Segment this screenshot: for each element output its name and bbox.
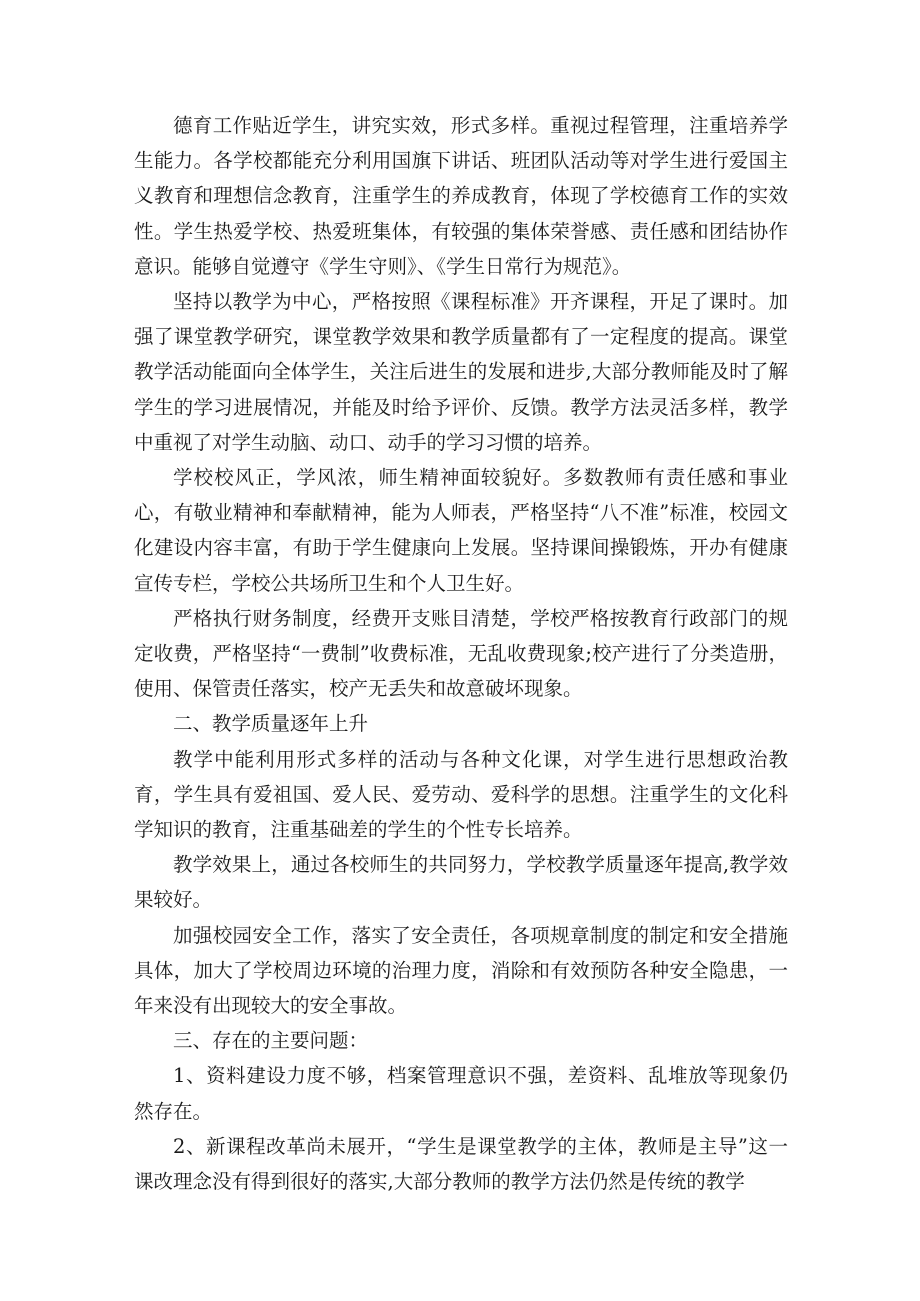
- section-heading-teaching-quality: 二、教学质量逐年上升: [173, 712, 369, 736]
- paragraph-school-spirit: 学校校风正，学风浓，师生精神面较貌好。多数教师有责任感和事业心，有敬业精神和奉献精神，能为人师表，严格坚持“八不准”标准，校园文化建设内容丰富，有助于学生健康向上发展。坚持课间操锻炼，开办有健康宣传专栏，学校公共场所卫生和个人卫生好。: [134, 466, 788, 595]
- section-heading-main-problems: 三、存在的主要问题：: [173, 1029, 369, 1053]
- paragraph-teaching-center: 坚持以教学为中心，严格按照《课程标准》开齐课程，开足了课时。加强了课堂教学研究，课堂教学效果和教学质量都有了一定程度的提高。课堂教学活动能面向全体学生，关注后进生的发展和进步,大部分教师能及时了解学生的学习进展情况，并能及时给予评价、反馈。教学方法灵活多样，教学中重视了对学生动脑、动口、动手的学习习惯的培养。: [134, 290, 788, 454]
- paragraph-finance: 严格执行财务制度，经费开支账目清楚，学校严格按教育行政部门的规定收费，严格坚持“一费制”收费标准，无乱收费现象;校产进行了分类造册，使用、保管责任落实，校产无丢失和故意破坏现象。: [134, 606, 788, 701]
- paragraph-moral-education: 德育工作贴近学生，讲究实效，形式多样。重视过程管理，注重培养学生能力。各学校都能充分利用国旗下讲话、班团队活动等对学生进行爱国主义教育和理想信念教育，注重学生的养成教育，体现了学校德育工作的实效性。学生热爱学校、热爱班集体，有较强的集体荣誉感、责任感和团结协作意识。能够自觉遵守《学生守则》、《学生日常行为规范》。: [134, 114, 788, 278]
- paragraph-problem-1: 1、资料建设力度不够，档案管理意识不强，差资料、乱堆放等现象仍然存在。: [134, 1064, 788, 1123]
- paragraph-campus-safety: 加强校园安全工作，落实了安全责任，各项规章制度的制定和安全措施具体，加大了学校周边环境的治理力度，消除和有效预防各种安全隐患，一年来没有出现较大的安全事故。: [134, 923, 788, 1018]
- paragraph-diverse-activities: 教学中能利用形式多样的活动与各种文化课，对学生进行思想政治教育，学生具有爱祖国、爱人民、爱劳动、爱科学的思想。注重学生的文化科学知识的教育，注重基础差的学生的个性专长培养。: [134, 747, 788, 842]
- document-body: [134, 108, 788, 1199]
- paragraph-teaching-results: 教学效果上，通过各校师生的共同努力，学校教学质量逐年提高,教学效果较好。: [134, 853, 788, 912]
- paragraph-problem-2: 2、新课程改革尚未展开，“学生是课堂教学的主体，教师是主导”这一课改理念没有得到很好的落实,大部分教师的教学方法仍然是传统的教学: [134, 1134, 788, 1194]
